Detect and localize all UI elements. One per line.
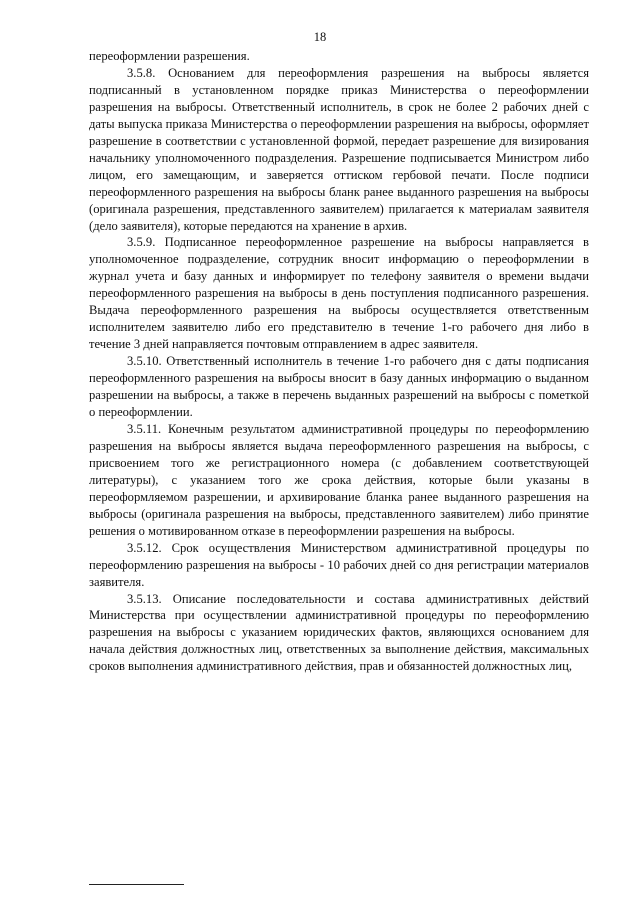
paragraph-3-5-11: 3.5.11. Конечным результатом административной процедуры по переоформлению разрешения на выбросы является выдача переоформленного разрешения на выбросы, с присвоением того же регистрационного номера (с добавлением соответствующей литературы), с указанием того же срока действия, которые были указаны в переоформляемом разрешении, и архивирование бланка ранее выданного разрешения на выбросы (оригинала разрешения на выбросы, представленного заявителем) либо принятие решения о мотивированном отказе в переоформлении разрешения на выбросы. [89, 421, 589, 538]
paragraph-3-5-12: 3.5.12. Срок осуществления Министерством административной процедуры по переоформлению разрешения на выбросы - 10 рабочих дней со дня регистрации материалов заявителя. [89, 540, 589, 589]
paragraph-3-5-8: 3.5.8. Основанием для переоформления разрешения на выбросы является подписанный в установленном порядке приказ Министерства о переоформлении разрешения на выбросы. Ответственный исполнитель, в срок не более 2 рабочих дней с даты выпуска приказа Министерства о переоформлении разрешения на выбросы, оформляет разрешение в соответствии с установленной формой, передает разрешение для визирования начальнику уполномоченного подразделения. Разрешение подписывается Министром либо лицом, его замещающим, и заверяется оттиском гербовой печати. После подписи переоформленного разрешения на выбросы бланк ранее выданного разрешения на выбросы (оригинала разрешения, представленного заявителем) прилагается к материалам заявителя (дело заявителя), которые передаются на хранение в архив. [89, 65, 589, 233]
paragraph-continuation: переоформлении разрешения. [89, 49, 250, 63]
page-number: 18 [313, 30, 327, 44]
footnote-divider [89, 884, 184, 885]
paragraph-3-5-13: 3.5.13. Описание последовательности и состава административных действий Министерства при осуществлении административной процедуры по переоформлению разрешения на выбросы с указанием юридических фактов, являющихся основанием для начала действия должностных лиц, ответственных за выполнение действия, максимальных сроков выполнения административного действия, прав и обязанностей должностных лиц, [89, 591, 589, 674]
document-body [89, 48, 589, 675]
paragraph-3-5-9: 3.5.9. Подписанное переоформленное разрешение на выбросы направляется в уполномоченное подразделение, сотрудник вносит информацию о переоформлении в журнал учета и базу данных и информирует по телефону заявителя о времени выдачи переоформленного разрешения на выбросы в день поступления подписанного разрешения. Выдача переоформленного разрешения на выбросы осуществляется ответственным исполнителем заявителю либо его представителю в течение 1-го рабочего дня либо в течение 3 дней направляется почтовым отправлением в адрес заявителя. [89, 235, 589, 352]
paragraph-3-5-10: 3.5.10. Ответственный исполнитель в течение 1-го рабочего дня с даты подписания переоформленного разрешения на выбросы вносит в базу данных информацию о выданном разрешении на выбросы, а также в перечень выданных разрешений на выбросы с пометкой о переоформлении. [89, 354, 589, 420]
